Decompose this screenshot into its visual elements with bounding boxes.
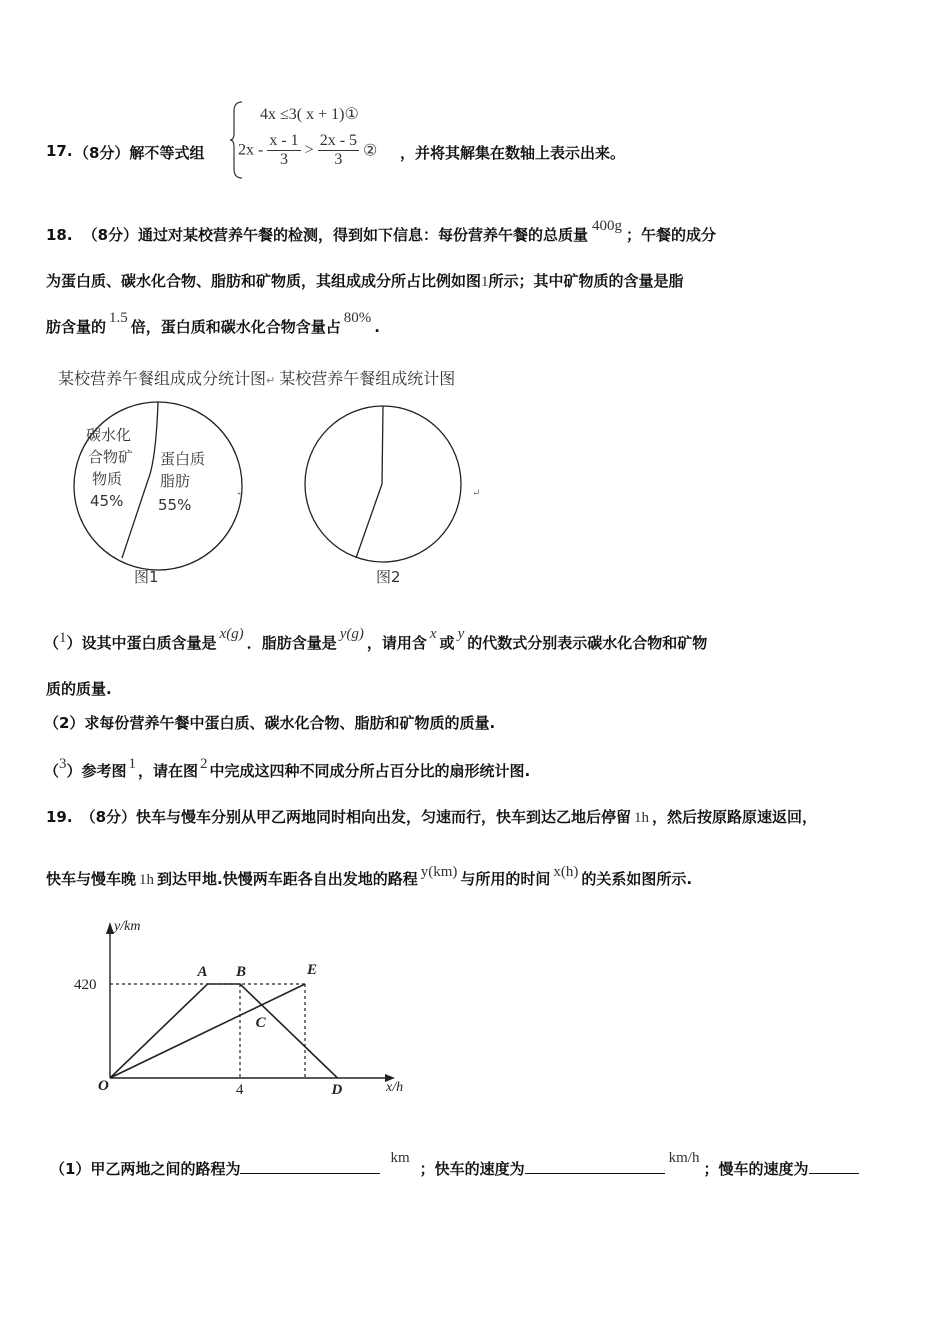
unit-kmh: km/h — [668, 1150, 700, 1166]
q18-line2 — [46, 270, 684, 291]
q18-part3 — [44, 756, 531, 781]
p1-text-1: ）设其中蛋白质含量是 — [66, 634, 217, 652]
pie-1-right-label-2: 脂肪 — [160, 472, 191, 490]
p1-text-3: ，请用含 — [366, 634, 427, 652]
protein-var: x(g) — [219, 626, 244, 642]
point-d-label: D — [331, 1082, 343, 1098]
y-axis-label: y/km — [114, 919, 141, 934]
percent-value: 80% — [343, 310, 372, 326]
q19-line2-mid: 到达甲地.快慢两车距各自出发地的路程 — [157, 870, 418, 888]
pie-chart-title-2: 某校营养午餐组成统计图 — [279, 369, 456, 388]
p1-or: 或 — [439, 634, 455, 652]
p3-open: （ — [44, 762, 60, 780]
late-time: 1h — [139, 872, 155, 888]
circled-one: ① — [344, 106, 359, 123]
q18-part2: （2）求每份营养午餐中蛋白质、碳水化合物、脂肪和矿物质的质量. — [44, 714, 496, 732]
pie-1-left-label-3: 物质 — [92, 470, 123, 488]
fast-speed-answer-blank[interactable] — [525, 1173, 665, 1174]
origin-label: O — [98, 1078, 109, 1094]
q18-line3-tail: . — [374, 318, 380, 336]
y-axis-arrow — [106, 922, 114, 934]
q19-line1-tail: ，然后按原路原速返回， — [652, 808, 818, 826]
q19-line1 — [46, 806, 817, 827]
inequality-2-left: 2x - — [238, 141, 264, 159]
pie-2-caption: 图2 — [376, 568, 401, 586]
distance-answer-blank[interactable] — [240, 1173, 380, 1174]
pie-chart-2 — [300, 400, 470, 570]
pie-1-right-label-1: 蛋白质 — [160, 450, 206, 468]
q17-tail: ，并将其解集在数轴上表示出来。 — [400, 144, 626, 162]
q18-part1 — [44, 626, 708, 653]
q19-number: 19. — [46, 808, 73, 826]
pie-chart-1 — [60, 400, 260, 572]
x-tick-4: 4 — [236, 1082, 244, 1098]
pie-chart-title-1: 某校营养午餐组成成分统计图 — [58, 369, 267, 388]
q19-p1-text-2: ；快车的速度为 — [419, 1160, 525, 1178]
fraction-2 — [318, 132, 359, 169]
y-tick-420: 420 — [74, 977, 97, 993]
q18-intro: （8分）通过对某校营养午餐的检测，得到如下信息：每份营养午餐的总质量 — [82, 226, 589, 244]
q18-line1-tail: ；午餐的成分 — [626, 226, 717, 244]
pie-1-mark: ↵ — [236, 488, 245, 499]
fraction-1-num: x - 1 — [269, 132, 299, 149]
fraction-1-den: 3 — [279, 151, 288, 168]
p3-fig1: 1 — [128, 756, 137, 772]
q19-line2-tail: 的关系如图所示. — [581, 870, 693, 888]
q19-p1-text-1: （1）甲乙两地之间的路程为 — [50, 1160, 241, 1178]
q18-line1 — [46, 218, 717, 245]
q19-part1 — [50, 1150, 859, 1179]
q19-line2-mid2: 与所用的时间 — [460, 870, 551, 888]
q18-line3 — [46, 310, 380, 337]
pie-2-divider — [356, 406, 383, 558]
title-return-mark: ↵ — [266, 374, 276, 387]
total-mass: 400g — [592, 218, 623, 234]
q17-intro: （8分）解不等式组 — [74, 144, 205, 162]
circled-two: ② — [363, 142, 378, 160]
p1-text-4: 的代数式分别表示碳水化合物和矿物 — [467, 634, 708, 652]
inequality-1-text: 4x ≤3( x + 1) — [260, 106, 345, 123]
fast-car-line — [110, 984, 338, 1078]
stay-time: 1h — [634, 810, 650, 826]
p3-text-2: ，请在图 — [138, 762, 199, 780]
pie-1-right-pct: 55% — [158, 496, 192, 514]
pie-1-left-label-1: 碳水化 — [86, 426, 132, 444]
slow-car-line — [110, 984, 305, 1078]
q19-p1-text-3: ；慢车的速度为 — [703, 1160, 809, 1178]
pie-1-left-pct: 45% — [90, 492, 124, 510]
pie-1-caption: 图1 — [134, 568, 159, 586]
p3-num: 3 — [59, 756, 67, 772]
q18-part1-cont: 质的质量. — [46, 680, 112, 698]
inequality-2 — [238, 132, 377, 169]
point-b-label: B — [236, 964, 247, 980]
x-var: x — [429, 626, 437, 642]
q18-number: 18. — [46, 226, 73, 244]
y-unit: y(km) — [420, 864, 458, 880]
p3-text-1: ）参考图 — [66, 762, 127, 780]
x-unit: x(h) — [553, 864, 579, 880]
fraction-2-den: 3 — [334, 151, 343, 168]
q18-line3-mid: 倍，蛋白质和碳水化合物含量占 — [130, 318, 341, 336]
q17-number: 17. — [46, 142, 73, 160]
fraction-1 — [267, 132, 300, 169]
fraction-2-num: 2x - 5 — [319, 132, 358, 149]
p3-fig2: 2 — [200, 756, 208, 772]
point-e-label: E — [307, 962, 318, 978]
unit-km: km — [390, 1150, 410, 1166]
p3-text-3: 中完成这四种不同成分所占百分比的扇形统计图. — [209, 762, 531, 780]
fig-ref-1: 1 — [481, 274, 489, 290]
greater-than: > — [304, 141, 314, 159]
p1-open: （ — [44, 634, 60, 652]
pie-2-mark: ↵ — [472, 488, 481, 499]
q19-intro: （8分）快车与慢车分别从甲乙两地同时相向出发，匀速而行，快车到达乙地后停留 — [80, 808, 632, 826]
pie-chart-titles — [58, 366, 455, 389]
slow-speed-answer-blank[interactable] — [809, 1173, 859, 1174]
inequality-1 — [260, 104, 359, 124]
q19-line2-text: 快车与慢车晚 — [46, 870, 137, 888]
ratio-value: 1.5 — [109, 310, 128, 326]
q18-line3-text: 肪含量的 — [46, 318, 107, 336]
distance-time-chart — [70, 908, 420, 1098]
p1-num: 1 — [59, 630, 67, 646]
pie-1-left-label-2: 合物矿 — [88, 448, 134, 466]
q18-line2-tail: 所示；其中矿物质的含量是脂 — [488, 272, 684, 290]
x-axis-label: x/h — [386, 1080, 404, 1095]
point-c-label: C — [255, 1014, 266, 1031]
y-var: y — [457, 626, 465, 642]
p1-text-2: ．脂肪含量是 — [246, 634, 337, 652]
point-a-label: A — [197, 964, 208, 980]
q18-line2-text: 为蛋白质、碳水化合物、脂肪和矿物质，其组成成分所占比例如图 — [46, 272, 482, 290]
q19-line2 — [46, 864, 693, 889]
fat-var: y(g) — [339, 626, 364, 642]
